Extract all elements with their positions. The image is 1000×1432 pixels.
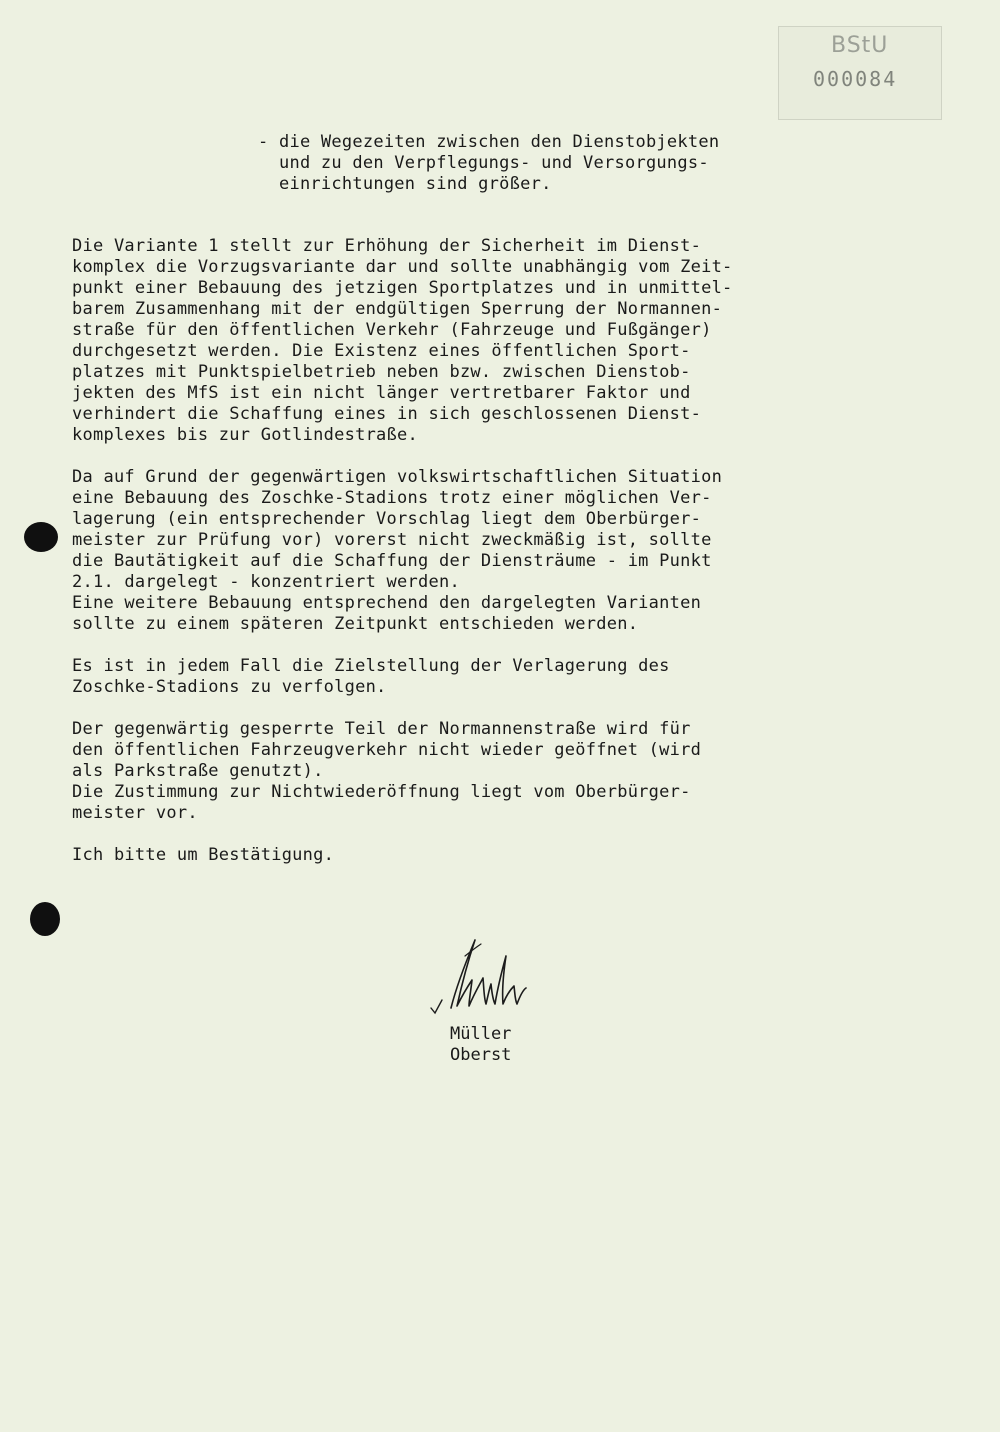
text-line: punkt einer Bebauung des jetzigen Sportplatzes und in unmittel- xyxy=(72,278,733,298)
punch-hole-upper xyxy=(24,522,58,552)
text-line: jekten des MfS ist ein nicht länger vertretbarer Faktor und xyxy=(72,383,691,403)
text-line: Die Zustimmung zur Nichtwiederöffnung liegt vom Oberbürger- xyxy=(72,782,691,802)
text-line: Zoschke-Stadions zu verfolgen. xyxy=(72,677,387,697)
archive-stamp xyxy=(778,26,942,120)
text-line: durchgesetzt werden. Die Existenz eines öffentlichen Sport- xyxy=(72,341,691,361)
bullet-point xyxy=(258,132,878,195)
text-line: Die Variante 1 stellt zur Erhöhung der Sicherheit im Dienst- xyxy=(72,236,702,256)
handwritten-signature xyxy=(425,930,535,1020)
signatory-name: Müller xyxy=(450,1024,512,1044)
text-line: als Parkstraße genutzt). xyxy=(72,761,324,781)
closing-request: Ich bitte um Bestätigung. xyxy=(72,845,335,865)
text-line: den öffentlichen Fahrzeugverkehr nicht wieder geöffnet (wird xyxy=(72,740,702,760)
signatory-rank: Oberst xyxy=(450,1045,512,1065)
text-line: verhindert die Schaffung eines in sich geschlossenen Dienst- xyxy=(72,404,702,424)
text-line: barem Zusammenhang mit der endgültigen Sperrung der Normannen- xyxy=(72,299,723,319)
body-text xyxy=(72,236,872,866)
text-line: Der gegenwärtig gesperrte Teil der Normannenstraße wird für xyxy=(72,719,691,739)
bullet-line: einrichtungen sind größer. xyxy=(258,174,552,194)
text-line: straße für den öffentlichen Verkehr (Fahrzeuge und Fußgänger) xyxy=(72,320,712,340)
text-line: Eine weitere Bebauung entsprechend den dargelegten Varianten xyxy=(72,593,702,613)
archive-stamp-number: 000084 xyxy=(813,67,898,91)
text-line: Da auf Grund der gegenwärtigen volkswirtschaftlichen Situation xyxy=(72,467,723,487)
text-line: die Bautätigkeit auf die Schaffung der Diensträume - im Punkt xyxy=(72,551,712,571)
text-line: 2.1. dargelegt - konzentriert werden. xyxy=(72,572,460,592)
bullet-line: - die Wegezeiten zwischen den Dienstobjekten xyxy=(258,132,720,152)
text-line: Es ist in jedem Fall die Zielstellung der Verlagerung des xyxy=(72,656,670,676)
text-line: meister zur Prüfung vor) vorerst nicht zweckmäßig ist, sollte xyxy=(72,530,712,550)
text-line: sollte zu einem späteren Zeitpunkt entschieden werden. xyxy=(72,614,639,634)
paragraph-variante xyxy=(72,236,872,446)
archive-stamp-title: BStU xyxy=(831,33,889,58)
bullet-line: und zu den Verpflegungs- und Versorgungs- xyxy=(258,153,709,173)
text-line: komplex die Vorzugsvariante dar und sollte unabhängig vom Zeit- xyxy=(72,257,733,277)
text-line: eine Bebauung des Zoschke-Stadions trotz einer möglichen Ver- xyxy=(72,488,712,508)
paragraph-zielstellung xyxy=(72,656,872,698)
text-line: meister vor. xyxy=(72,803,198,823)
text-line: komplexes bis zur Gotlindestraße. xyxy=(72,425,419,445)
paragraph-bebauung xyxy=(72,467,872,635)
punch-hole-lower xyxy=(30,902,60,936)
paragraph-normannenstrasse xyxy=(72,719,872,824)
text-line: lagerung (ein entsprechender Vorschlag liegt dem Oberbürger- xyxy=(72,509,702,529)
text-line: platzes mit Punktspielbetrieb neben bzw. zwischen Dienstob- xyxy=(72,362,691,382)
